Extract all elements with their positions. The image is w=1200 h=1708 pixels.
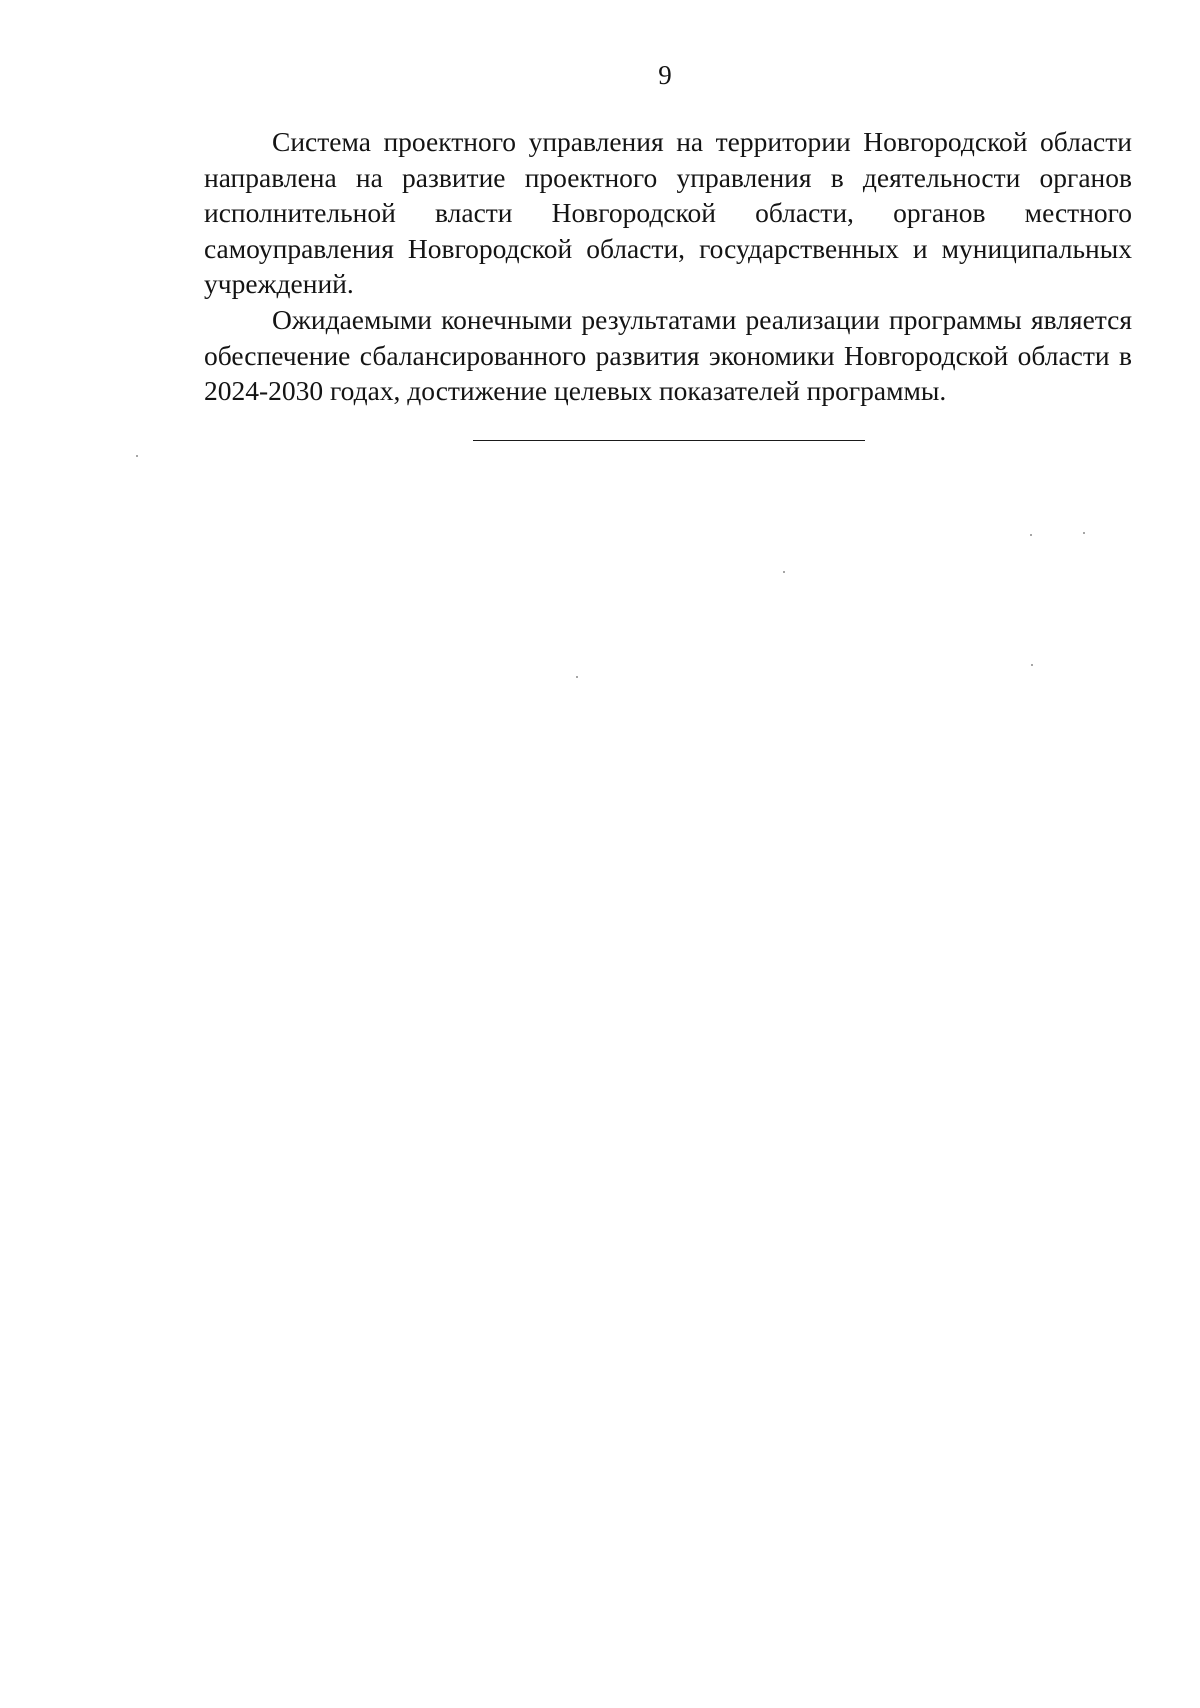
scan-speck — [576, 676, 578, 678]
document-body — [204, 124, 1132, 409]
scan-speck — [136, 455, 138, 457]
scan-speck — [1083, 532, 1085, 534]
closing-line — [473, 440, 865, 441]
page-number: 9 — [658, 60, 672, 90]
paragraph-expected-results: Ожидаемыми конечными результатами реализации программы является обеспечение сбалансированного развития экономики Новгородской области в 2024-2030 годах, достижение целевых показателей программы. — [204, 303, 1132, 407]
scan-speck — [1031, 664, 1033, 666]
paragraph-project-management: Система проектного управления на территории Новгородской области направлена на развитие проектного управления в деятельности органов исполнительной власти Новгородской области, органов местного самоуправления Новгородской области, государственных и муниципальных учреждений. — [204, 126, 1132, 300]
scan-speck — [783, 571, 785, 573]
scan-speck — [1030, 534, 1032, 536]
